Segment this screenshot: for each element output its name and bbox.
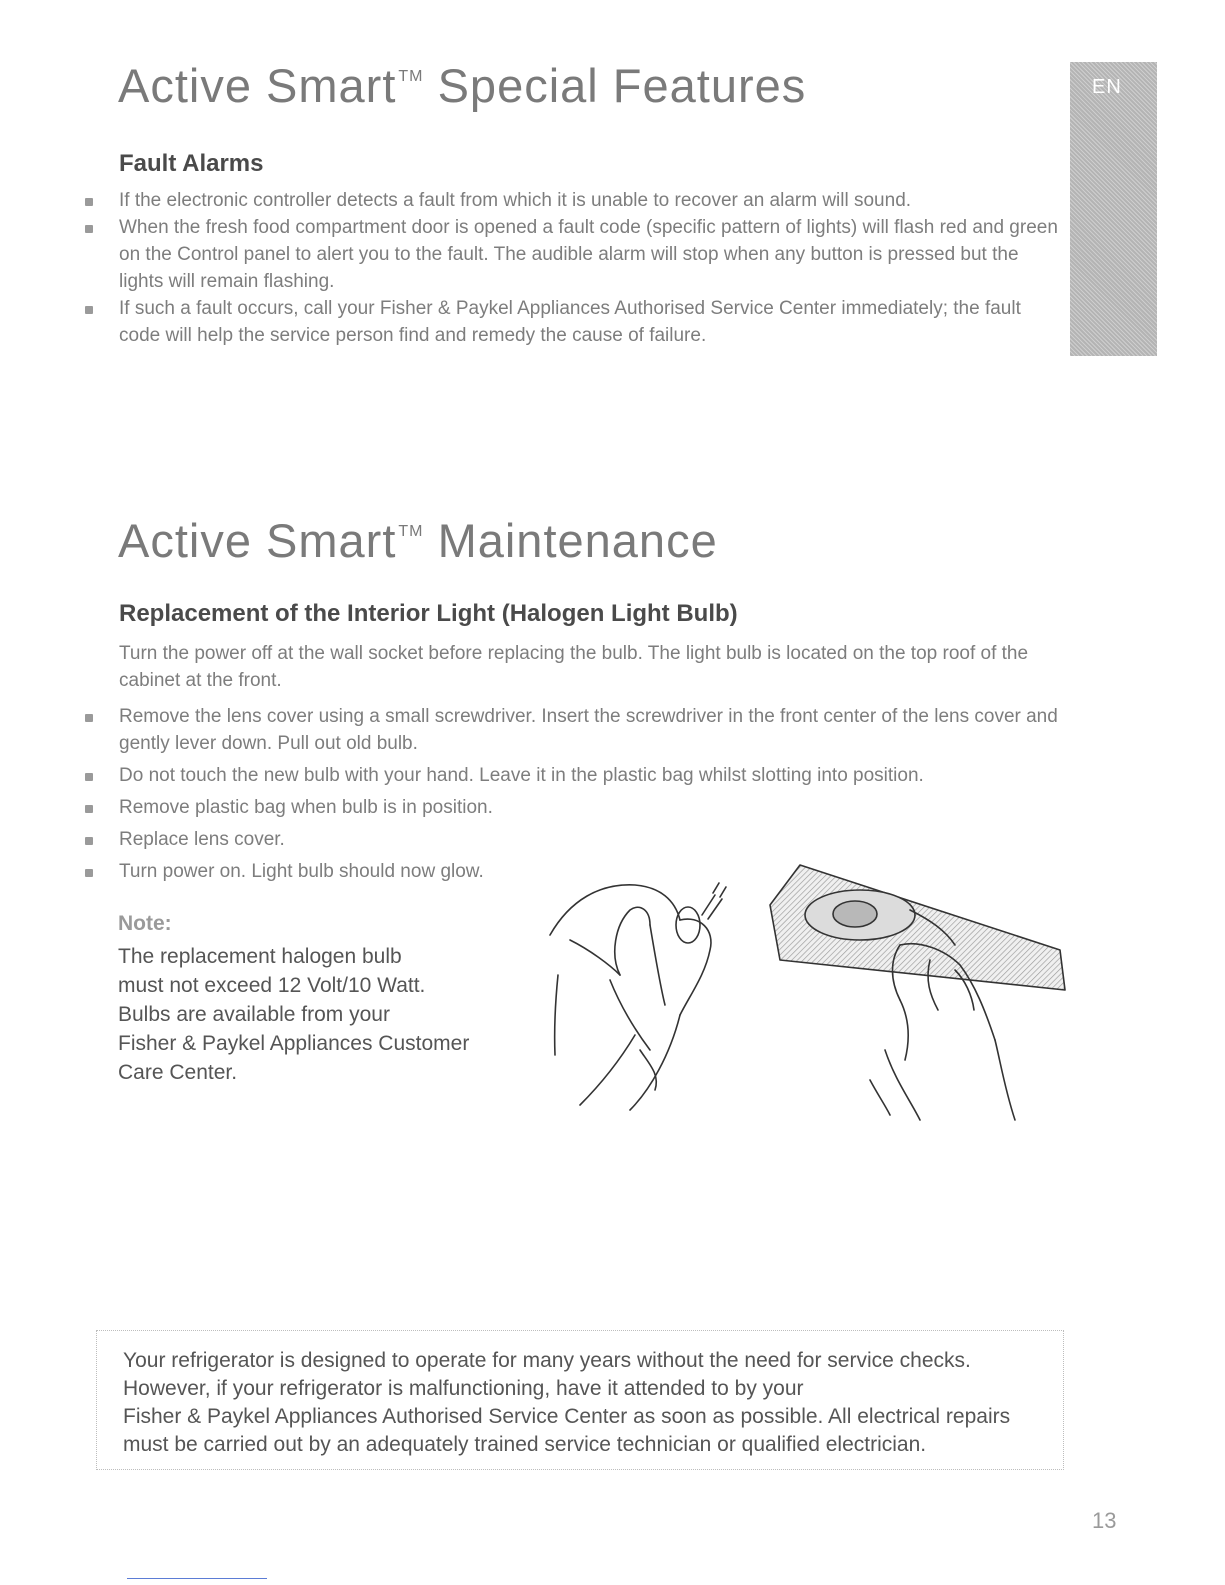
trademark-mark: TM	[398, 523, 424, 540]
note-line: must not exceed 12 Volt/10 Watt.	[118, 974, 426, 997]
list-item-text: Replace lens cover.	[119, 829, 285, 850]
note-title: Note:	[118, 912, 172, 935]
list-item-text: Remove plastic bag when bulb is in position.	[119, 797, 493, 818]
list-item	[80, 794, 1065, 821]
special-features-title-suffix: Special Features	[437, 59, 807, 112]
list-item-text: When the fresh food compartment door is opened a fault code (specific pattern of lights) will flash red and green on the Control panel to alert you to the fault. The audible alarm will stop when any button is pressed but the lights will remain flashing.	[119, 217, 1058, 292]
list-item	[80, 214, 1065, 295]
hand-holding-bulb-illustration	[540, 855, 750, 1125]
list-item	[80, 703, 1065, 757]
special-features-title	[118, 58, 806, 113]
list-item	[80, 826, 1065, 853]
callout-line: Your refrigerator is designed to operate for many years without the need for service checks.	[123, 1349, 971, 1372]
list-item-text: If such a fault occurs, call your Fisher & Paykel Appliances Authorised Service Center immediately; the fault code will help the service person find and remedy the cause of failure.	[119, 298, 1021, 346]
callout-line: However, if your refrigerator is malfunctioning, have it attended to by your	[123, 1377, 804, 1400]
service-callout	[96, 1330, 1064, 1470]
note-box	[118, 912, 538, 1087]
language-tab	[1070, 62, 1157, 356]
list-item-text: If the electronic controller detects a fault from which it is unable to recover an alarm will sound.	[119, 190, 912, 211]
list-item	[80, 187, 1065, 214]
list-item-text: Remove the lens cover using a small screwdriver. Insert the screwdriver in the front center of the lens cover and gently lever down. Pull out old bulb.	[119, 706, 1058, 754]
bullet-icon	[85, 225, 93, 233]
maintenance-title	[118, 513, 718, 568]
bullet-icon	[85, 805, 93, 813]
list-item-text: Turn power on. Light bulb should now glow.	[119, 861, 484, 882]
light-replacement-intro: Turn the power off at the wall socket before replacing the bulb. The light bulb is located on the top roof of the cabinet at the front.	[119, 643, 1029, 691]
light-replacement-heading: Replacement of the Interior Light (Halogen Light Bulb)	[119, 600, 738, 627]
bullet-icon	[85, 714, 93, 722]
list-item	[80, 295, 1065, 349]
note-line: The replacement halogen bulb	[118, 945, 402, 968]
trademark-mark: TM	[398, 68, 424, 85]
bullet-icon	[85, 773, 93, 781]
bullet-icon	[85, 306, 93, 314]
note-line: Care Center.	[118, 1061, 238, 1084]
bullet-icon	[85, 869, 93, 877]
callout-line: Fisher & Paykel Appliances Authorised Service Center as soon as possible. All electrical repairs	[123, 1405, 1011, 1428]
maintenance-title-brand: Active Smart	[118, 514, 397, 567]
note-line: Bulbs are available from your	[118, 1003, 390, 1026]
callout-line: must be carried out by an adequately trained service technician or qualified electrician.	[123, 1433, 927, 1456]
lens-cover-illustration	[760, 850, 1075, 1130]
page-number: 13	[1092, 1508, 1117, 1533]
maintenance-title-suffix: Maintenance	[437, 514, 718, 567]
note-line: Fisher & Paykel Appliances Customer	[118, 1032, 470, 1055]
bullet-icon	[85, 198, 93, 206]
bullet-icon	[85, 837, 93, 845]
special-features-title-brand: Active Smart	[118, 59, 397, 112]
fault-alarms-heading: Fault Alarms	[119, 150, 264, 177]
fault-alarms-list	[80, 187, 1065, 349]
footer-rule	[127, 1578, 267, 1579]
list-item-text: Do not touch the new bulb with your hand. Leave it in the plastic bag whilst slotting into position.	[119, 765, 924, 786]
language-tab-label: EN	[1092, 76, 1122, 98]
list-item	[80, 762, 1065, 789]
